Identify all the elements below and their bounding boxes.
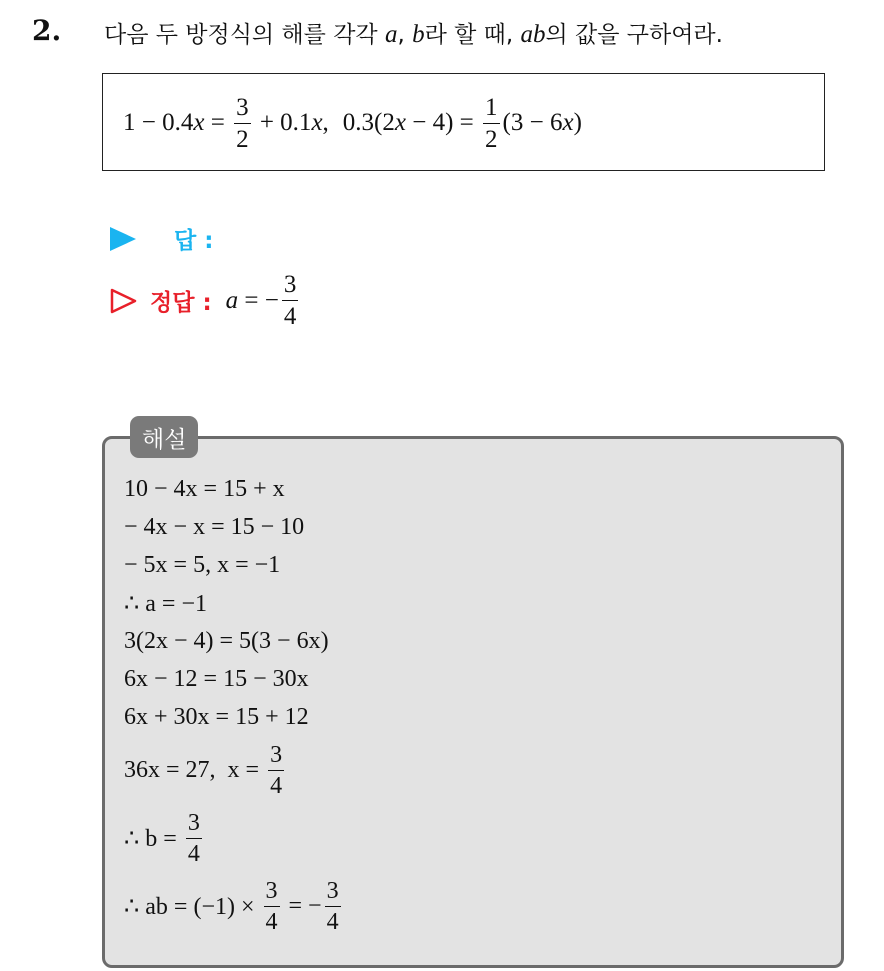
eq2-left: 0.3(2: [342, 109, 395, 136]
line8-fraction: [268, 743, 284, 798]
question-text-part-2: 라 할 때,: [424, 22, 521, 48]
solution-line-fraction: [124, 804, 344, 872]
line8-den: 4: [270, 772, 283, 799]
eq1-fraction: [234, 95, 251, 152]
variable-a: a: [384, 21, 398, 48]
correct-answer-label: 정답 :: [150, 290, 212, 316]
line10-num2: 3: [325, 879, 341, 907]
filled-triangle-right-icon: [110, 227, 136, 251]
outline-triangle-right-icon: [110, 288, 138, 314]
eq2-close: ): [573, 109, 582, 136]
eq1-x2: x: [311, 109, 323, 136]
eq2-frac-den: 2: [485, 125, 498, 153]
correct-answer-row: [110, 272, 301, 329]
variable-ab: ab: [520, 21, 546, 48]
solution-lines: [124, 470, 344, 940]
eq2-fraction: [483, 95, 500, 152]
eq1-left: 1 − 0.4: [123, 109, 194, 136]
line8-num: 3: [268, 743, 284, 771]
eq2-mid: − 4) =: [405, 109, 481, 136]
eq2-right: (3 − 6: [502, 109, 563, 136]
question-text-part-3: 의 값을 구하여라.: [545, 22, 723, 48]
solution-line-fraction: [124, 872, 344, 940]
line10-mid: = −: [282, 892, 322, 919]
eq1-frac-den: 2: [236, 125, 249, 153]
line10-fraction-1: [264, 879, 280, 934]
line10-den2: 4: [326, 908, 339, 935]
eq2-frac-num: 1: [483, 95, 500, 124]
answer-row: [110, 222, 213, 255]
correct-frac-den: 4: [283, 303, 297, 330]
line8-left: 36x = 27, x =: [124, 756, 266, 783]
solution-line: − 4x − x = 15 − 10: [124, 513, 305, 540]
eq1-comma: ,: [322, 109, 329, 136]
correct-var: a: [225, 286, 239, 314]
solution-line: ∴ a = −1: [124, 590, 207, 617]
eq2-x: x: [394, 109, 406, 136]
correct-answer-value: [226, 272, 302, 329]
correct-frac-num: 3: [282, 272, 299, 301]
solution-line: 6x + 30x = 15 + 12: [124, 703, 309, 730]
question-separator: ,: [397, 22, 413, 48]
solution-line: 6x − 12 = 15 − 30x: [124, 665, 309, 692]
eq1-frac-num: 3: [234, 95, 251, 124]
correct-fraction: [282, 272, 299, 329]
line10-den1: 4: [265, 908, 278, 935]
solution-line: 3(2x − 4) = 5(3 − 6x): [124, 627, 329, 654]
answer-label: 답 :: [174, 228, 214, 254]
line10-num1: 3: [264, 879, 280, 907]
solution-line-fraction: [124, 736, 344, 804]
line9-num: 3: [186, 811, 202, 839]
problem-box: [102, 73, 825, 171]
eq1-equals: =: [204, 109, 232, 136]
question-text-part-1: 다음 두 방정식의 해를 각각: [104, 22, 385, 48]
solution-line: − 5x = 5, x = −1: [124, 551, 281, 578]
line10-left: ∴ ab = (−1) ×: [124, 893, 261, 920]
question-number: 2.: [32, 14, 62, 47]
line9-fraction: [186, 811, 202, 866]
line9-left: ∴ b =: [124, 825, 183, 852]
line9-den: 4: [187, 840, 200, 867]
correct-eq: = −: [238, 286, 279, 314]
line10-fraction-2: [325, 879, 341, 934]
eq1-right: + 0.1: [253, 109, 312, 136]
variable-b: b: [412, 21, 425, 48]
eq1-x: x: [193, 109, 205, 136]
solution-tab: 해설: [130, 416, 198, 458]
problem-equations: [123, 74, 582, 172]
eq2-x2: x: [562, 109, 574, 136]
question-text: [104, 16, 723, 49]
solution-line: 10 − 4x = 15 + x: [124, 475, 285, 502]
